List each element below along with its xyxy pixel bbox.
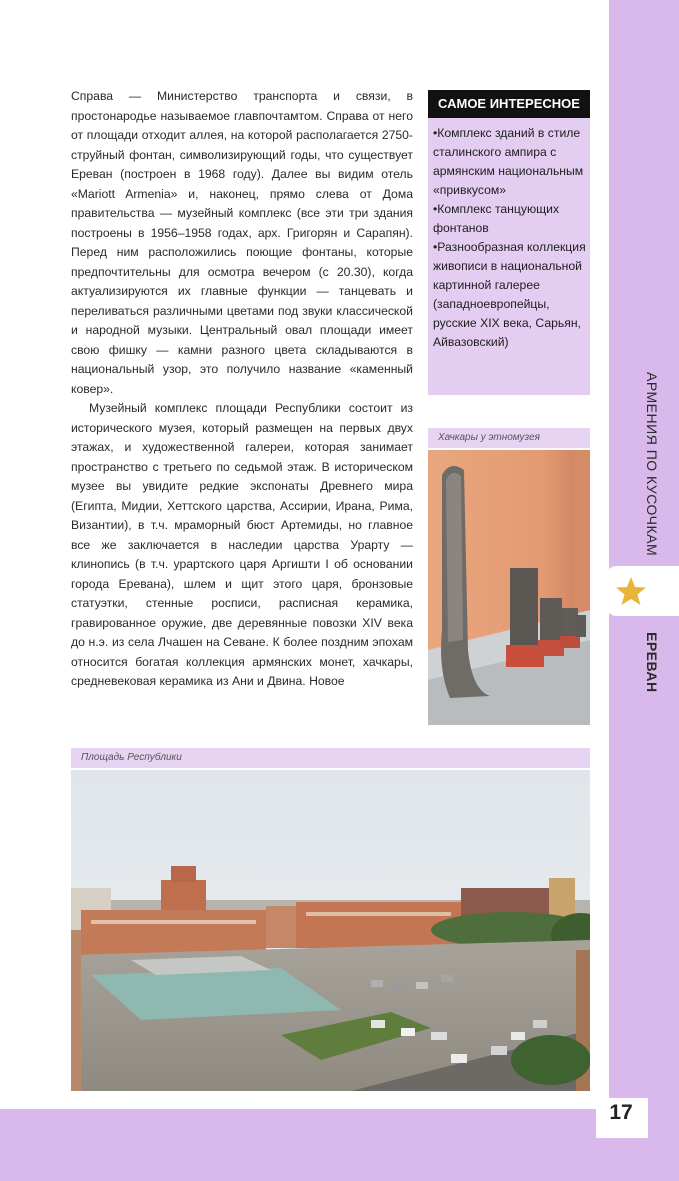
list-item: •Комплекс танцующих фонтанов bbox=[433, 202, 560, 235]
footer-strip bbox=[0, 1109, 679, 1181]
chapter-title: ЕРЕВАН bbox=[644, 632, 660, 693]
photo-caption: Хачкары у этномузея bbox=[428, 428, 590, 448]
republic-square-photo bbox=[71, 770, 590, 1091]
list-item: •Комплекс зданий в стиле сталинского ампира с армянским национальным «привкусом» bbox=[433, 126, 584, 197]
photo-caption: Площадь Республики bbox=[71, 748, 590, 768]
star-icon bbox=[615, 576, 647, 606]
body-text bbox=[71, 87, 413, 692]
list-item: •Разнообразная коллекция живописи в национальной картинной галерее (западноевропейцы, русские XIX века, Сарьян, Айвазовский) bbox=[433, 240, 586, 349]
highlight-list bbox=[433, 124, 590, 352]
paragraph: Музейный комплекс площади Республики состоит из исторического музея, который размещен на первых двух этажах, и художественной галереи, которая занимает пространство с третьего по седьмой этаж. В историческом музее вы увидите редкие экспонаты Древнего мира (Египта, Мидии, Хеттского царства, Ассирии, Ирана, Рима, Византии), в т.ч. мраморный бюст Артемиды, но главное все же заключается в наследии царства Урарту — клинопись (в т.ч. урартского царя Аргишти I об основании города Еревана), шлем и щит этого царя, бронзовые статуэтки, стенные росписи, расписная керамика, гравированное оружие, две деревянные повозки XIV века до н.э. из села Лчашен на Севане. К более поздним эпохам относится богатая коллекция армянских монет, хачкары, средневековая керамика из Ани и Двина. Новое bbox=[71, 401, 413, 688]
page-number: 17 bbox=[609, 1101, 633, 1124]
paragraph: Справа — Министерство транспорта и связи, в простонародье называемое главпочтамтом. Справа от него от площади отходит аллея, на которой располагается 2750-струйный фонтан, символизирующий годы, что существует Ереван (построен в 1968 году). Далее вы видим отель «Mariott Armenia» и, наконец, прямо слева от Дома правительства — музейный комплекс (все эти три здания построены в 1956–1958 годах, арх. Григорян и Сарапян). Перед ним расположились поющие фонтаны, которые предпочтительны для осмотра вечером (с 20.30), когда актуализируются их главные функции — танцевать и переливаться различными цветами под звуки классической и народной музыки. Центральный овал площади имеет свою фишку — камни разного цвета складываются в национальный узор, это получило название «каменный ковер». bbox=[71, 89, 413, 396]
highlight-box-title: САМОЕ ИНТЕРЕСНОЕ bbox=[428, 90, 590, 118]
star-tab bbox=[605, 566, 679, 616]
khachkars-photo bbox=[428, 450, 590, 725]
section-title: АРМЕНИЯ ПО КУСОЧКАМ bbox=[644, 372, 660, 557]
